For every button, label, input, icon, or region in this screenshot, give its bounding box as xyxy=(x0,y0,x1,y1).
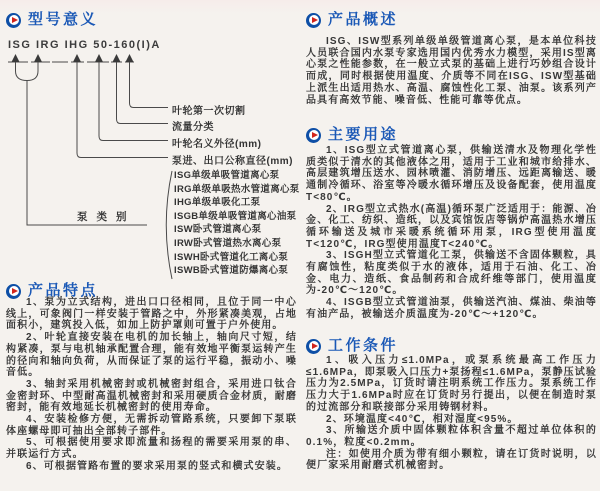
paragraph: 4、安装检修方便，无需拆动管路系统，只要卸下泵联体座螺母即可抽出全部转子部件。 xyxy=(6,414,297,437)
play-bullet-icon xyxy=(306,128,321,143)
conditions-text xyxy=(306,355,597,472)
label-impeller-diameter: 叶轮名义外径(mm) xyxy=(172,138,262,150)
paragraph: 1、泵为立式结构，进出口口径相同，且位于同一中心线上，可象阀门一样安装于管路之中，外形紧凑美观，占地面积小，建筑投入低，如加上防护罩则可置于户外使用。 xyxy=(6,297,297,332)
section-header-overview xyxy=(306,11,398,29)
section-title: 产品特点 xyxy=(28,282,99,299)
label-impeller-cut: 叶轮第一次切割 xyxy=(172,105,246,117)
paragraph: 2、叶轮直接安装在电机的加长轴上，轴向尺寸短，结构紧凑，泵与电机轴承配置合理，能有效地平衡泵运转产生的径向和轴向负荷，从而保证了泵的运行平稳，振动小、噪音低。 xyxy=(6,332,297,379)
paragraph: 4、ISGB型立式管道油泵，供输送汽油、煤油、柴油等有油产品，被输送介质温度为-20℃～+120℃。 xyxy=(306,297,597,320)
label-pump-category: 泵类别 xyxy=(77,211,136,223)
paragraph: ISG、ISW型系列单级单级管道离心泵，是本单位科技人员联合国内水泵专家选用国内优秀水力模型，采用IS型离心泵之性能参数，在一般立式泵的基础上进行巧妙组合设计而成，同时根据使用温度、介质等不同在ISG、ISW型基础上派生出适用热水、高温、腐蚀性化工泵、油泵。该系列产品具有高效节能、噪音低、性能可靠等优点。 xyxy=(306,36,597,106)
section-title: 主要用途 xyxy=(328,126,399,143)
pump-type-item: ISW卧式管道离心泵 xyxy=(174,224,262,236)
label-port-diameter: 泵进、出口公称直径(mm) xyxy=(172,155,293,167)
paragraph: 2、环境温度<40℃，相对湿度<95%。 xyxy=(326,413,519,425)
pump-type-item: IRW卧式管道热水离心泵 xyxy=(174,237,282,249)
section-header-conditions xyxy=(306,337,398,355)
pump-type-item: ISWB卧式管道防爆离心泵 xyxy=(174,265,289,277)
section-title: 产品概述 xyxy=(328,11,399,28)
paragraph: 6、可根据管路布置的要求采用泵的竖式和横式安装。 xyxy=(26,460,288,472)
section-title: 工作条件 xyxy=(328,337,399,354)
play-bullet-icon xyxy=(306,13,321,28)
features-text xyxy=(6,297,297,473)
play-bullet-icon xyxy=(306,339,321,354)
model-code: ISG IRG IHG 50-160(I)A xyxy=(8,39,161,51)
pump-type-item: ISGB单级单吸管道离心油泵 xyxy=(174,210,297,222)
paragraph: 5、可根据使用要求即流量和扬程的需要采用泵的串、并联运行方式。 xyxy=(6,437,297,461)
pump-type-item: ISG单级单吸管道离心泵 xyxy=(174,170,280,181)
paragraph: 1、ISG型立式管道离心泵，供输送清水及物理化学性质类似于清水的其他液体之用，适用于工业和城市给排水、高层建筑增压送水、园林喷灌、消防增压、远距离输送、暖通制冷循环、浴室等冷暖水循环增压及设备配套，使用温度T<80℃。 xyxy=(306,145,597,203)
paragraph: 1、吸入压力≤1.0MPa，或泵系统最高工作压力≤1.6MPa，即泵吸入口压力+泵扬程≤1.6MPa，泵静压试验压力为2.5MPa，订货时请注明系统工作压力。泵系统工作压力大于1.6MPa时应在订货时另行提出，以便在制造时泵的过流部分和联接部分采用铸钢材料。 xyxy=(306,355,597,413)
pump-type-item: IHG单级单吸化工泵 xyxy=(174,197,261,209)
section-title: 型号意义 xyxy=(28,11,99,28)
paragraph: 3、ISGH型立式管道化工泵，供输送不含固体颗粒，具有腐蚀性，粘度类似于水的液体，适用于石油、化工、冶金、电力、造纸、食品制药和合成纤维等部门，使用温度为-20℃～120℃。 xyxy=(306,250,597,297)
pump-type-item: IRG单级单吸热水管道离心泵 xyxy=(174,183,300,195)
paragraph: 3、所输送介质中固体颗粒体积含量不超过单位体积的0.1%，粒度<0.2mm。 xyxy=(306,425,597,448)
usage-text xyxy=(306,145,597,321)
up-arrow-icons xyxy=(12,54,134,62)
paragraph: 3、轴封采用机械密封或机械密封组合，采用进口钛合金密封环、中型耐高温机械密封和采用硬质合金材质，耐磨密封，能有效地延长机械密封的使用寿命。 xyxy=(6,378,297,414)
overview-text xyxy=(306,36,597,106)
paragraph: 2、IRG型立式热水(高温)循环泵广泛适用于：能源、冶金、化工、纺织、造纸，以及宾馆饭店等锅炉高温热水增压循环输送及城市采暖系统循环用泵，IRG型使用温度T<120℃，IRG型使用温度T<240℃。 xyxy=(306,203,597,250)
pump-type-list xyxy=(174,169,300,278)
pump-type-item: ISWH卧式管道化工离心泵 xyxy=(174,251,289,263)
label-flow-class: 流量分类 xyxy=(172,121,214,133)
paragraph: 注：如使用介质为带有细小颗粒，请在订货时说明，以便厂家采用耐磨式机械密封。 xyxy=(306,448,597,472)
section-header-usage xyxy=(306,126,398,144)
